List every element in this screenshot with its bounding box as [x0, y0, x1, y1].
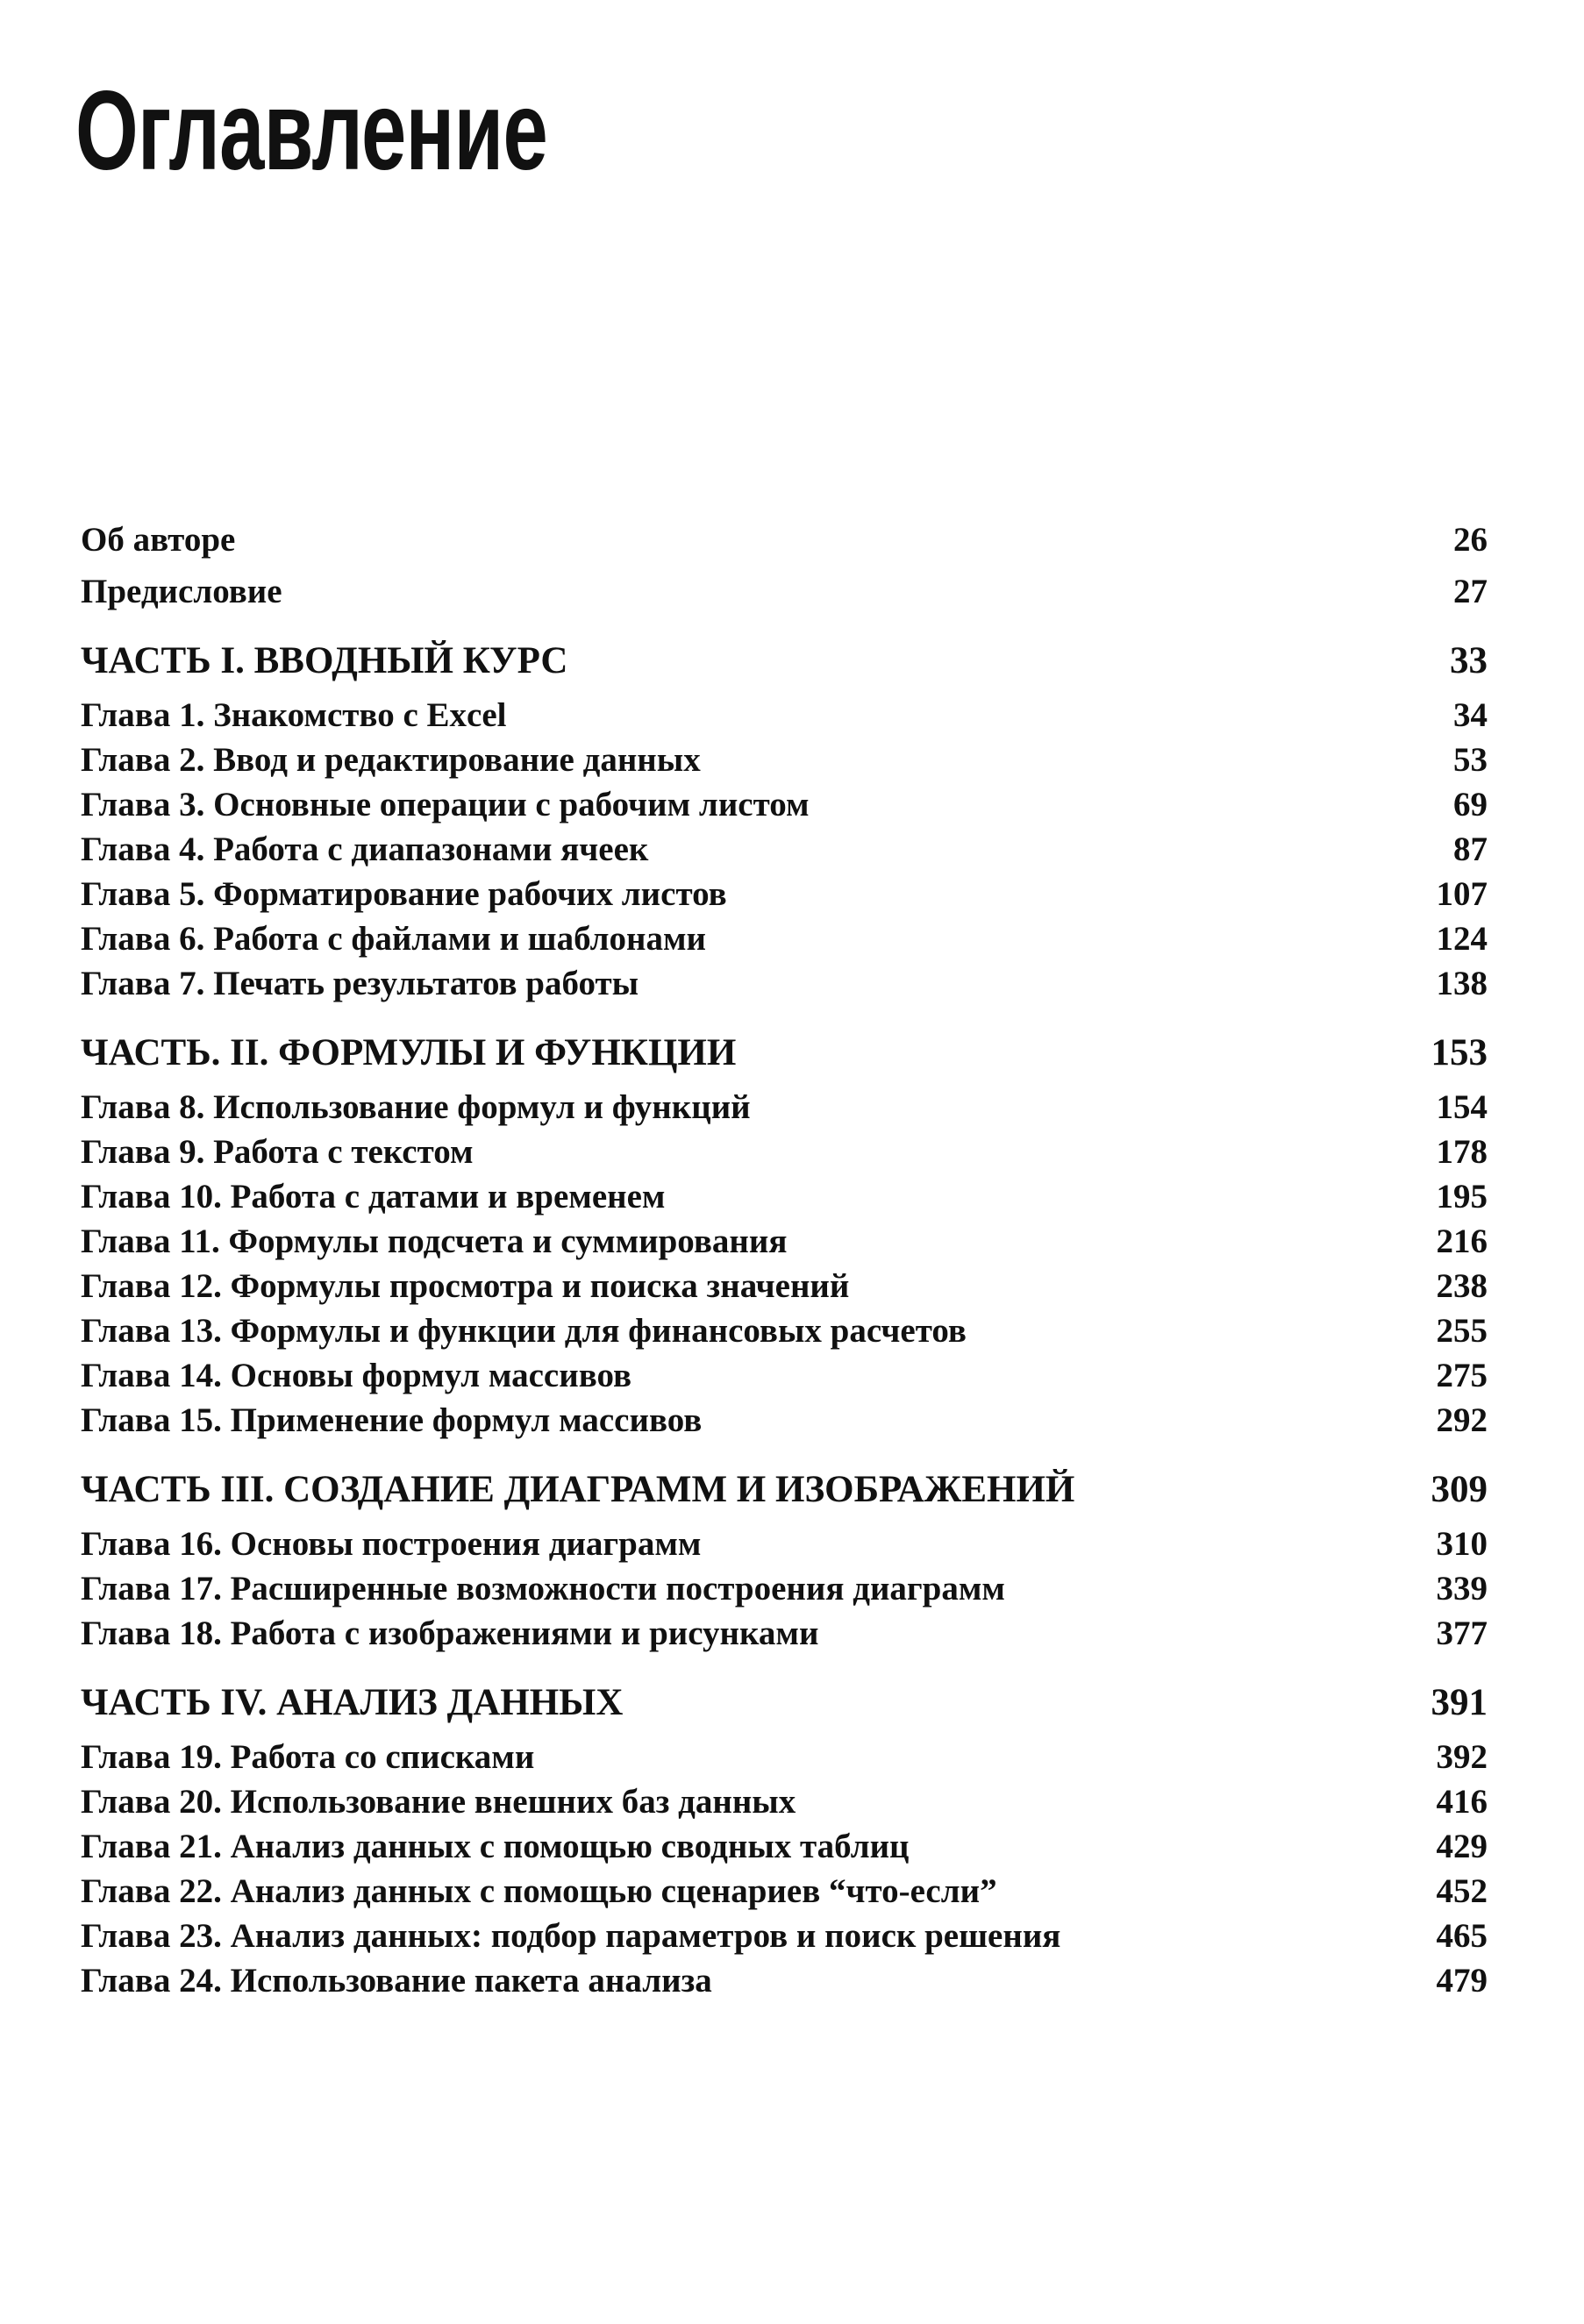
toc-chapter-12[interactable]	[81, 1264, 1488, 1308]
toc-part-page: 33	[1450, 640, 1488, 681]
toc-chapter-page: 479	[1436, 1962, 1488, 2000]
toc-chapter-16[interactable]	[81, 1522, 1488, 1566]
toc-chapter-label: Глава 11. Формулы подсчета и суммирования	[81, 1223, 788, 1260]
toc-chapter-label: Глава 2. Ввод и редактирование данных	[81, 741, 701, 779]
toc-chapter-14[interactable]	[81, 1353, 1488, 1398]
toc-chapter-page: 310	[1436, 1525, 1488, 1563]
toc-chapter-label: Глава 7. Печать результатов работы	[81, 965, 639, 1002]
toc-chapter-page: 275	[1436, 1357, 1488, 1394]
toc-chapter-label: Глава 18. Работа с изображениями и рисунками	[81, 1615, 819, 1652]
table-of-contents	[81, 517, 1488, 2003]
toc-part-page: 309	[1431, 1469, 1488, 1510]
toc-chapter-page: 138	[1436, 965, 1488, 1002]
toc-chapter-22[interactable]	[81, 1869, 1488, 1914]
toc-chapter-label: Глава 13. Формулы и функции для финансовых расчетов	[81, 1312, 967, 1350]
toc-chapter-11[interactable]	[81, 1219, 1488, 1264]
toc-entry-label: Об авторе	[81, 521, 236, 559]
toc-part-label: ЧАСТЬ IV. АНАЛИЗ ДАННЫХ	[81, 1682, 624, 1723]
toc-chapter-23[interactable]	[81, 1914, 1488, 1958]
toc-chapter-9[interactable]	[81, 1130, 1488, 1174]
toc-chapter-label: Глава 14. Основы формул массивов	[81, 1357, 632, 1394]
toc-chapter-page: 339	[1436, 1570, 1488, 1608]
toc-chapter-18[interactable]	[81, 1611, 1488, 1656]
toc-chapter-page: 107	[1436, 875, 1488, 913]
toc-chapter-5[interactable]	[81, 872, 1488, 916]
toc-chapter-page: 292	[1436, 1401, 1488, 1439]
toc-chapter-label: Глава 4. Работа с диапазонами ячеек	[81, 831, 649, 868]
toc-part-1[interactable]	[81, 633, 1488, 689]
toc-chapter-1[interactable]	[81, 693, 1488, 738]
toc-chapter-label: Глава 6. Работа с файлами и шаблонами	[81, 920, 707, 958]
toc-chapter-19[interactable]	[81, 1735, 1488, 1779]
toc-chapter-3[interactable]	[81, 782, 1488, 827]
toc-chapter-page: 255	[1436, 1312, 1488, 1350]
toc-chapter-label: Глава 19. Работа со списками	[81, 1738, 535, 1776]
toc-part-page: 391	[1431, 1682, 1488, 1723]
toc-chapter-7[interactable]	[81, 961, 1488, 1006]
toc-part-page: 153	[1431, 1032, 1488, 1073]
toc-chapter-page: 195	[1436, 1178, 1488, 1215]
toc-chapter-page: 416	[1436, 1783, 1488, 1821]
toc-chapter-label: Глава 15. Применение формул массивов	[81, 1401, 703, 1439]
toc-chapter-label: Глава 8. Использование формул и функций	[81, 1088, 751, 1126]
toc-chapter-page: 216	[1436, 1223, 1488, 1260]
toc-chapter-label: Глава 5. Форматирование рабочих листов	[81, 875, 727, 913]
toc-chapter-label: Глава 10. Работа с датами и временем	[81, 1178, 666, 1215]
toc-chapter-label: Глава 16. Основы построения диаграмм	[81, 1525, 702, 1563]
toc-chapter-page: 69	[1453, 786, 1488, 823]
toc-chapter-page: 154	[1436, 1088, 1488, 1126]
toc-chapter-15[interactable]	[81, 1398, 1488, 1443]
toc-chapter-label: Глава 24. Использование пакета анализа	[81, 1962, 712, 2000]
toc-entry-page: 26	[1453, 521, 1488, 559]
toc-chapter-page: 34	[1453, 696, 1488, 734]
page-title: Оглавление	[75, 68, 547, 194]
toc-chapter-page: 377	[1436, 1615, 1488, 1652]
toc-entry-preface[interactable]	[81, 569, 1488, 614]
toc-part-label: ЧАСТЬ. II. ФОРМУЛЫ И ФУНКЦИИ	[81, 1032, 737, 1073]
toc-chapter-6[interactable]	[81, 916, 1488, 961]
toc-chapter-4[interactable]	[81, 827, 1488, 872]
toc-chapter-label: Глава 17. Расширенные возможности построения диаграмм	[81, 1570, 1005, 1608]
toc-chapter-20[interactable]	[81, 1779, 1488, 1824]
toc-chapter-21[interactable]	[81, 1824, 1488, 1869]
toc-chapter-page: 124	[1436, 920, 1488, 958]
toc-part-label: ЧАСТЬ I. ВВОДНЫЙ КУРС	[81, 640, 568, 681]
toc-chapter-label: Глава 3. Основные операции с рабочим листом	[81, 786, 810, 823]
toc-entry-label: Предисловие	[81, 573, 282, 610]
toc-chapter-10[interactable]	[81, 1174, 1488, 1219]
toc-part-4[interactable]	[81, 1675, 1488, 1731]
toc-chapter-label: Глава 21. Анализ данных с помощью сводных таблиц	[81, 1828, 910, 1865]
toc-chapter-page: 452	[1436, 1872, 1488, 1910]
toc-chapter-page: 429	[1436, 1828, 1488, 1865]
toc-chapter-13[interactable]	[81, 1308, 1488, 1353]
toc-entry-about-author[interactable]	[81, 517, 1488, 562]
toc-chapter-label: Глава 1. Знакомство с Excel	[81, 696, 507, 734]
toc-chapter-24[interactable]	[81, 1958, 1488, 2003]
toc-chapter-page: 465	[1436, 1917, 1488, 1955]
toc-chapter-17[interactable]	[81, 1566, 1488, 1611]
toc-entry-page: 27	[1453, 573, 1488, 610]
toc-part-2[interactable]	[81, 1025, 1488, 1081]
toc-chapter-2[interactable]	[81, 738, 1488, 782]
toc-chapter-label: Глава 20. Использование внешних баз данных	[81, 1783, 796, 1821]
toc-chapter-page: 178	[1436, 1133, 1488, 1171]
toc-chapter-label: Глава 9. Работа с текстом	[81, 1133, 474, 1171]
toc-chapter-label: Глава 23. Анализ данных: подбор параметров и поиск решения	[81, 1917, 1061, 1955]
toc-chapter-page: 238	[1436, 1267, 1488, 1305]
toc-part-3[interactable]	[81, 1462, 1488, 1518]
toc-chapter-8[interactable]	[81, 1085, 1488, 1130]
toc-part-label: ЧАСТЬ III. СОЗДАНИЕ ДИАГРАММ И ИЗОБРАЖЕНИЙ	[81, 1469, 1075, 1510]
toc-chapter-page: 392	[1436, 1738, 1488, 1776]
toc-chapter-label: Глава 22. Анализ данных с помощью сценариев “что-если”	[81, 1872, 997, 1910]
toc-chapter-page: 87	[1453, 831, 1488, 868]
toc-chapter-label: Глава 12. Формулы просмотра и поиска значений	[81, 1267, 850, 1305]
toc-chapter-page: 53	[1453, 741, 1488, 779]
